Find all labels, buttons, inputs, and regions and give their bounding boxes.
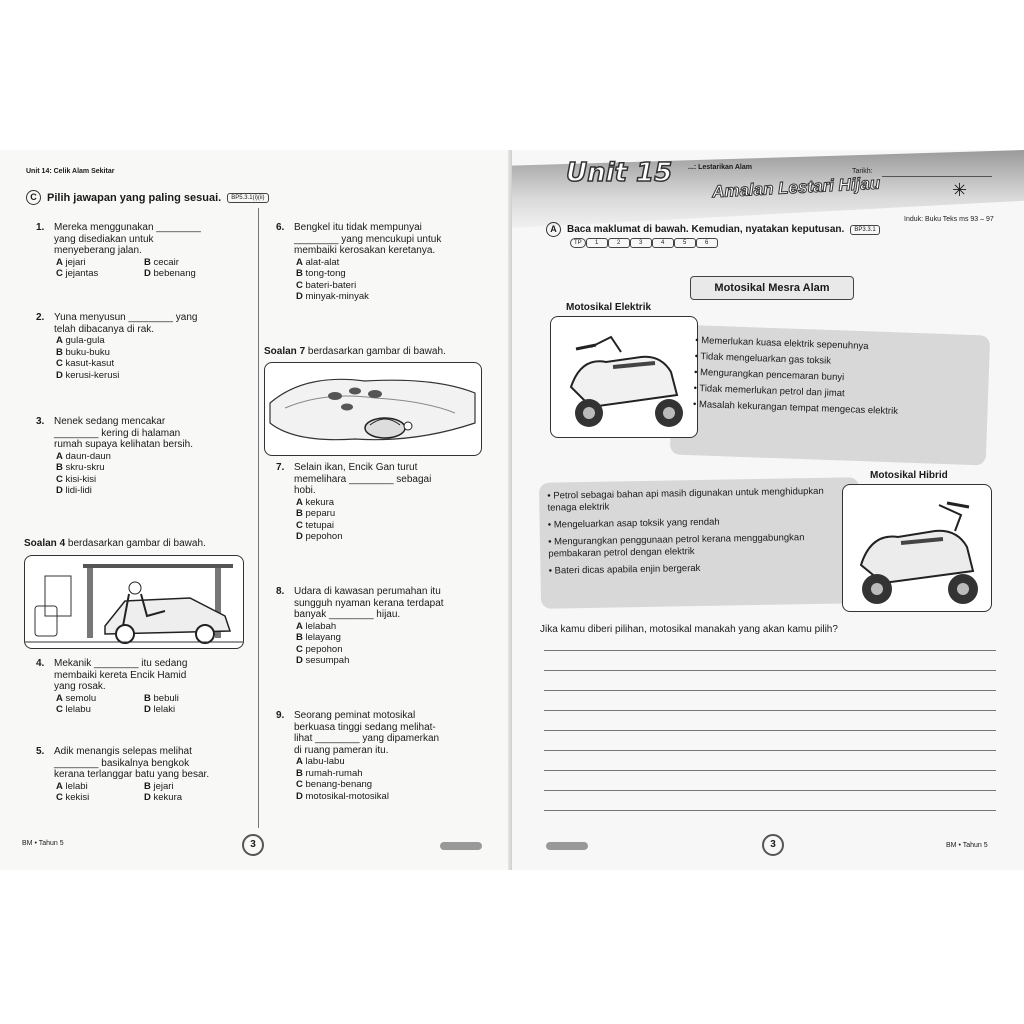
hybrid-points-list <box>547 485 848 577</box>
question-3: 3. Nenek sedang mencakar ________ kering di halaman rumah supaya kelihatan bersih. A daun-daun B skru-skru C kisi-kisi D lidi-lidi <box>36 416 193 496</box>
right-page <box>512 150 1024 870</box>
option-text: tong-tong <box>305 268 346 279</box>
question-8: 8. Udara di kawasan perumahan itu sungguh nyaman kerana terdapat banyak ________ hijau. A lelabah B lelayang C pepohon D sesumpah <box>276 586 444 666</box>
option-text: sesumpah <box>305 655 350 666</box>
page-number-left: 3 <box>242 834 264 856</box>
option-text: rumah-rumah <box>305 767 363 779</box>
question-1: 1. Mereka menggunakan ________ yang disediakan untuk menyeberang jalan. A jejari B cecair C jejantas D bebenang <box>36 222 201 279</box>
option-text: lelabah <box>305 620 337 632</box>
option-text: kasut-kasut <box>65 358 115 369</box>
textbook-reference: Induk: Buku Teks ms 93 – 97 <box>904 216 994 223</box>
section-letter: C <box>26 190 41 205</box>
hybrid-motorcycle-picture <box>842 484 992 612</box>
option-text: lidi-lidi <box>65 485 92 496</box>
option-text: peparu <box>305 508 336 519</box>
question-4: 4. Mekanik ________ itu sedang membaiki kereta Encik Hamid yang rosak. A semolu B bebuli C lelabu D lelaki <box>36 658 188 715</box>
electric-point: • Mengurangkan pencemaran bunyi <box>693 366 845 384</box>
option-text: bebenang <box>153 268 196 279</box>
section-letter-a: A <box>546 222 561 237</box>
option-text: lelabi <box>65 780 88 792</box>
unit-header: Unit 14: Celik Alam Sekitar <box>26 168 115 175</box>
unit-label: Unit 15 <box>566 158 673 188</box>
option-text: skru-skru <box>65 462 105 473</box>
option-text: pepohon <box>305 643 343 655</box>
publisher-logo-right <box>546 842 588 850</box>
column-divider <box>258 208 259 828</box>
option-text: minyak-minyak <box>305 291 369 302</box>
option-text: gula-gula <box>65 335 105 346</box>
section-code: BP5.3.1(i)(ii) <box>227 193 268 203</box>
electric-point: • Tidak memerlukan petrol dan jimat <box>693 382 845 400</box>
electric-label: Motosikal Elektrik <box>566 302 652 313</box>
info-title: Motosikal Mesra Alam <box>690 276 854 300</box>
question-9: 9. Seorang peminat motosikal berkuasa tinggi sedang melihat- lihat ________ yang dipamerkan di ruang pameran itu. A labu-labu B rumah-rumah C benang-benang D motosikal-motosikal <box>276 710 440 802</box>
option-text: alat-alat <box>305 256 340 268</box>
option-text: tetupai <box>305 519 335 531</box>
question-5: 5. Adik menangis selepas melihat ________ basikalnya bengkok kerana terlanggar batu yang besar. A lelabi B jejari C kekisi D kekura <box>36 746 210 803</box>
option-text: kekura <box>305 496 335 508</box>
soalan-4-heading: Soalan 4 berdasarkan gambar di bawah. <box>24 538 206 549</box>
electric-point: • Tidak mengeluarkan gas toksik <box>694 350 832 367</box>
option-text: jejantas <box>65 268 99 279</box>
turtle-pond-picture <box>264 362 482 456</box>
tarikh-field <box>882 176 992 177</box>
option-text: jejari <box>65 256 86 268</box>
option-text: labu-labu <box>305 756 345 767</box>
tp-level-bar: TP 1 2 3 4 5 6 <box>570 238 718 248</box>
question-7: 7. Selain ikan, Encik Gan turut memelihara ________ sebagai hobi. A kekura B peparu C tetupai D pepohon <box>276 462 432 542</box>
hybrid-point: • Petrol sebagai bahan api masih digunakan untuk menghidupkan tenaga elektrik <box>547 485 824 514</box>
unit-title: Amalan Lestari Hijau <box>711 173 881 202</box>
section-heading <box>26 190 269 205</box>
section-a-code: BP3.3.1 <box>850 225 879 235</box>
electric-point: • Masalah kekurangan tempat mengecas elektrik <box>692 398 899 418</box>
answer-lines[interactable] <box>544 638 996 818</box>
option-text: cecair <box>153 256 179 268</box>
option-text: kekisi <box>65 792 90 803</box>
option-text: kekura <box>153 792 183 803</box>
footer-right: BM • Tahun 5 <box>946 842 988 849</box>
option-text: benang-benang <box>305 779 373 790</box>
tarikh-label: Tarikh: <box>852 168 873 175</box>
publisher-logo <box>440 842 482 850</box>
electric-point: • Memerlukan kuasa elektrik sepenuhnya <box>695 334 869 353</box>
option-text: daun-daun <box>65 450 111 462</box>
section-a-instruction: Baca maklumat di bawah. Kemudian, nyatakan keputusan. <box>567 224 845 235</box>
option-text: lelaki <box>153 704 176 715</box>
soalan-7-heading: Soalan 7 berdasarkan gambar di bawah. <box>264 346 446 357</box>
option-text: kisi-kisi <box>65 473 97 485</box>
option-text: bateri-bateri <box>305 279 357 291</box>
option-text: lelayang <box>305 632 341 643</box>
electric-points-list <box>693 335 985 421</box>
electric-motorcycle-picture <box>550 316 698 438</box>
book-spread <box>0 150 1024 870</box>
left-page <box>0 150 512 870</box>
decor-bug-icon: ✳ <box>952 180 968 200</box>
section-a-heading <box>546 222 880 237</box>
theme-line: ...: Lestarikan Alam <box>688 164 752 171</box>
mechanic-garage-picture <box>24 555 244 649</box>
decision-question: Jika kamu diberi pilihan, motosikal manakah yang akan kamu pilih? <box>540 624 838 635</box>
hybrid-label: Motosikal Hibrid <box>870 470 948 481</box>
question-2: 2. Yuna menyusun ________ yang telah dibacanya di rak. A gula-gula B buku-buku C kasut-kasut D kerusi-kerusi <box>36 312 198 381</box>
option-text: semolu <box>65 692 97 704</box>
hybrid-point: • Bateri dicas apabila enjin bergerak <box>548 562 701 577</box>
page-number-right: 3 <box>762 834 784 856</box>
option-text: lelabu <box>65 704 91 715</box>
option-text: motosikal-motosikal <box>305 790 389 802</box>
hybrid-point: • Mengurangkan penggunaan petrol kerana menggabungkan pembakaran petrol dengan elektrik <box>548 532 805 560</box>
option-text: pepohon <box>305 531 343 542</box>
option-text: bebuli <box>153 692 179 704</box>
option-text: buku-buku <box>65 346 110 358</box>
footer-left: BM • Tahun 5 <box>22 840 64 847</box>
section-instruction: Pilih jawapan yang paling sesuai. <box>47 191 222 204</box>
question-6: 6. Bengkel itu tidak mempunyai ________ yang mencukupi untuk membaiki kerosakan keretanya. A alat-alat B tong-tong C bateri-bateri D minyak-minyak <box>276 222 442 302</box>
option-text: jejari <box>153 780 174 792</box>
option-text: kerusi-kerusi <box>65 369 120 381</box>
hybrid-point: • Mengeluarkan asap toksik yang rendah <box>547 516 720 531</box>
